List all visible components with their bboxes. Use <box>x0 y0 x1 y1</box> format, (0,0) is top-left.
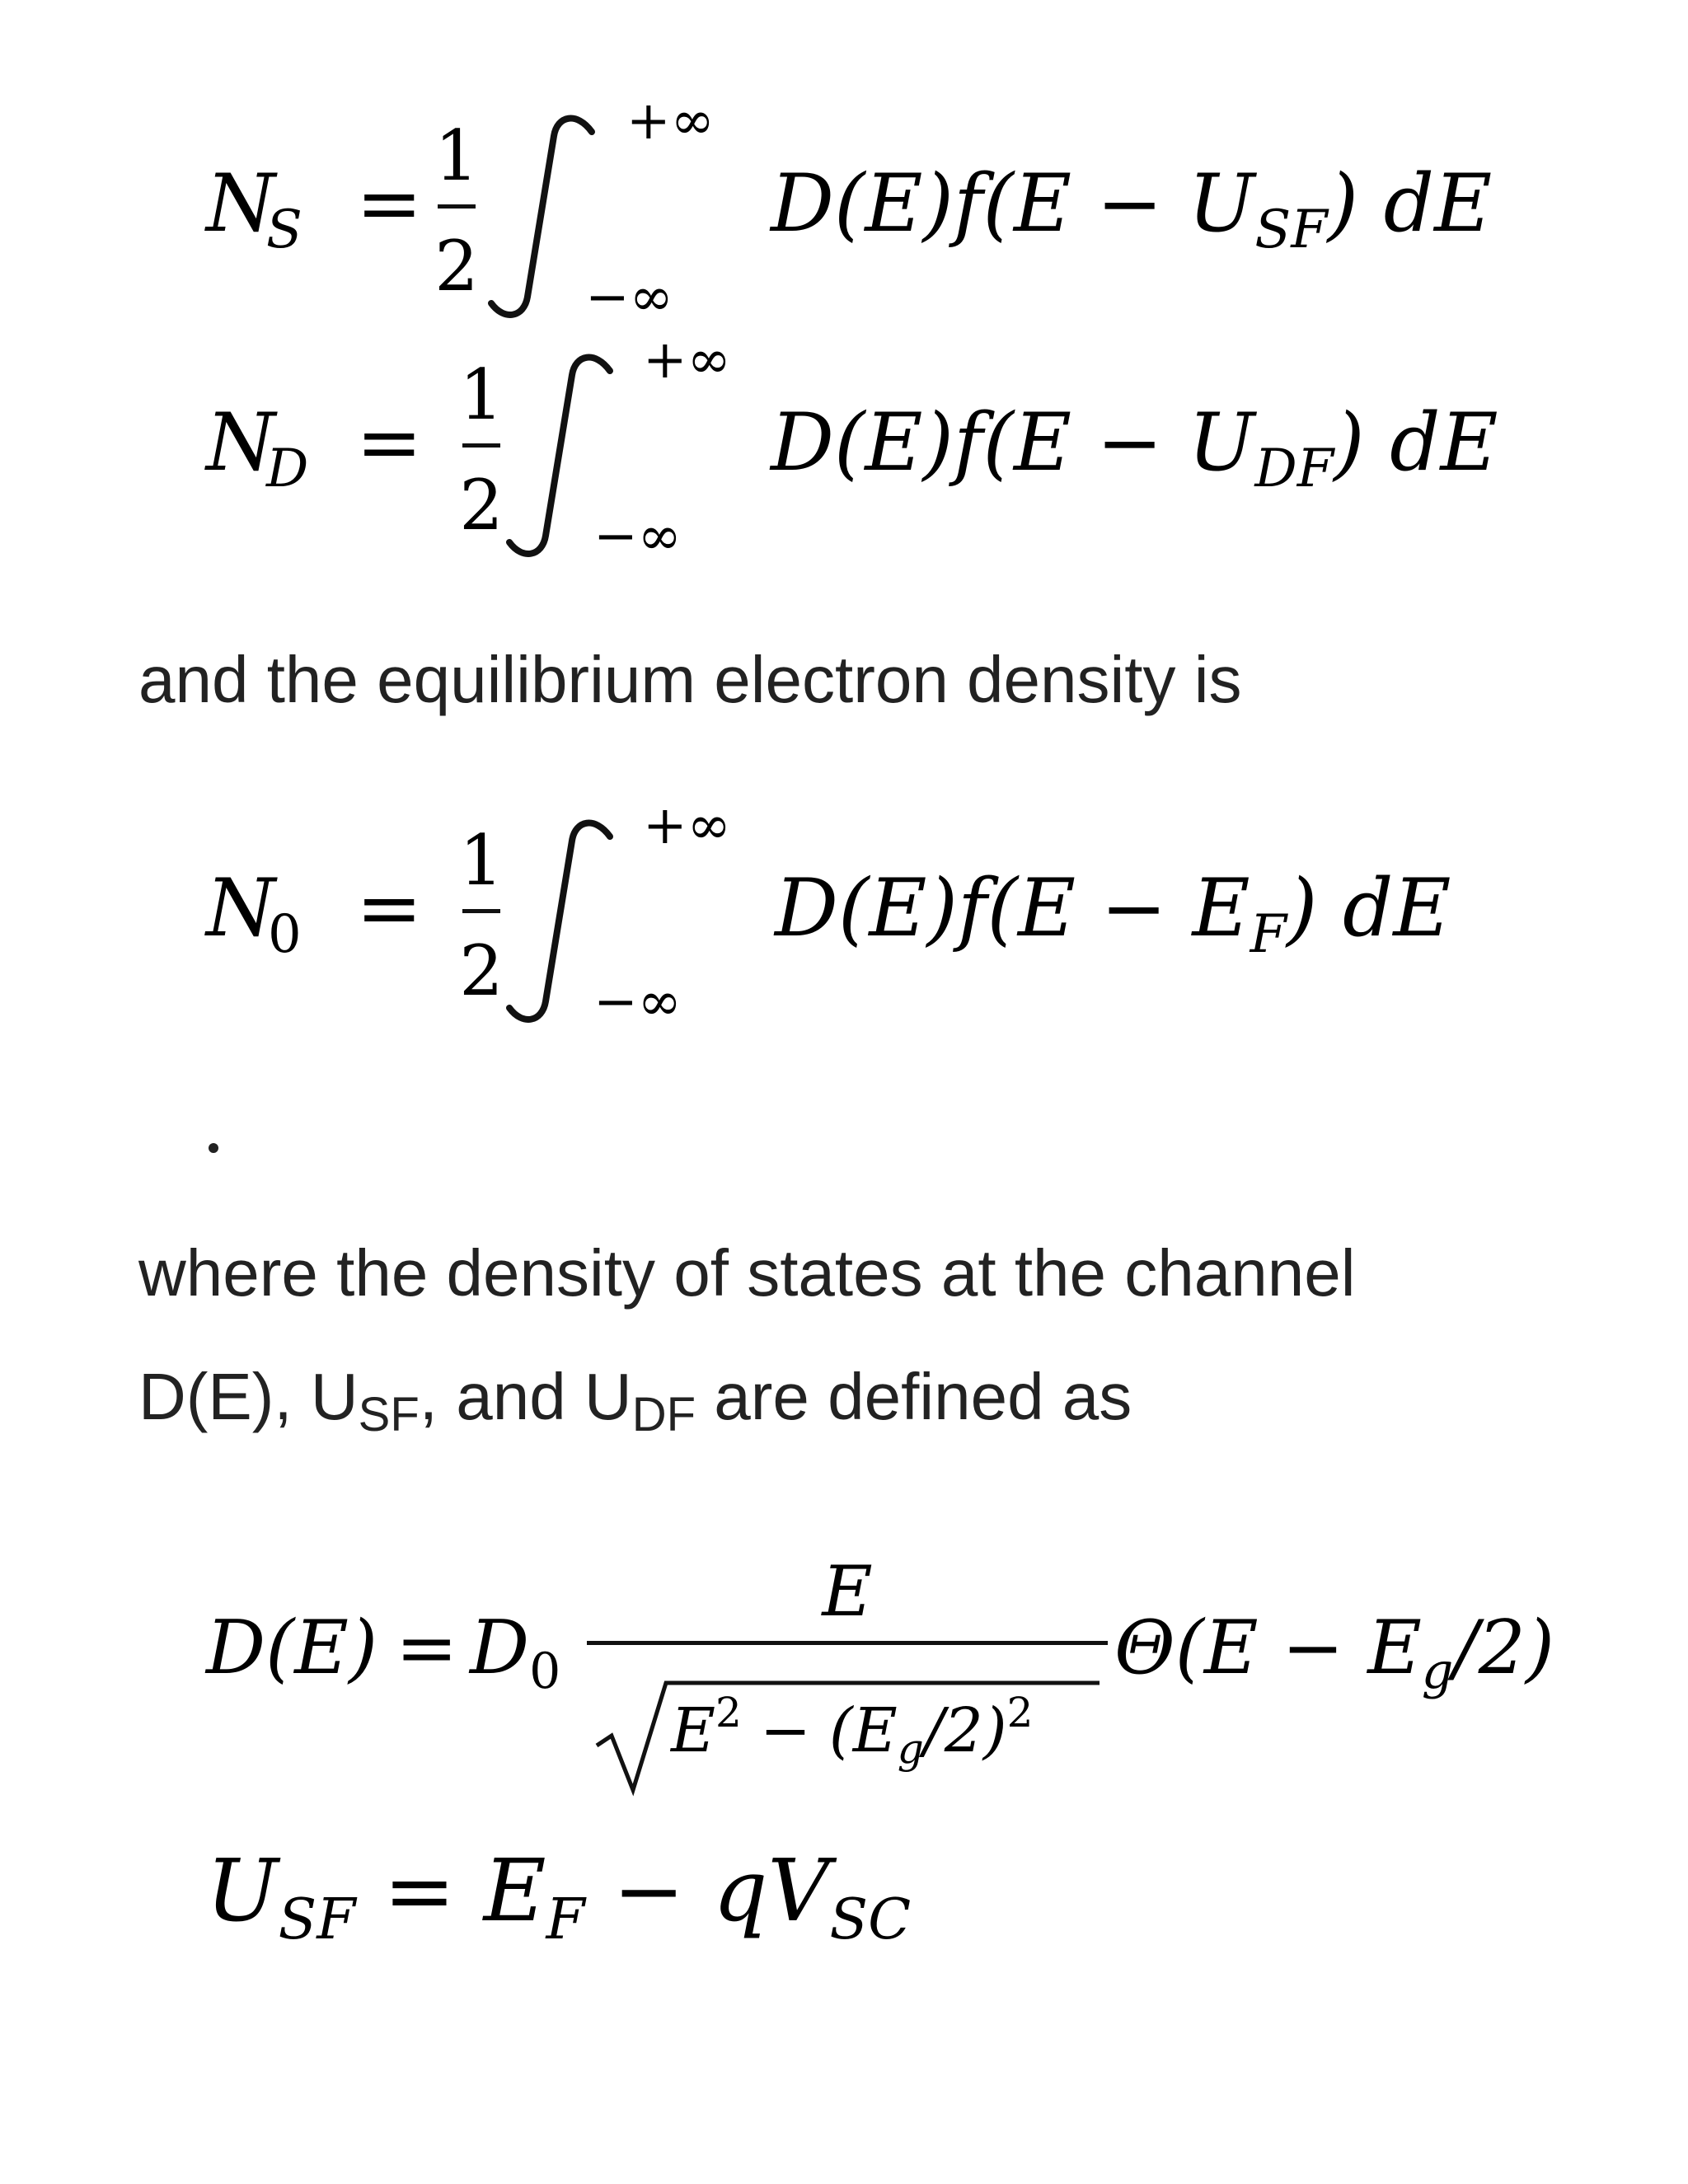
equation-de <box>0 1533 1688 1830</box>
paragraph-density-line1: where the density of states at the channel <box>138 1236 1356 1310</box>
de-frac-bar <box>587 1641 1108 1645</box>
n0-frac-num: 1 <box>459 820 504 901</box>
ns-lhs-sub: S <box>266 199 302 260</box>
paragraph-equilibrium: and the equilibrium electron density is <box>138 643 1242 716</box>
equation-ns <box>0 99 1688 346</box>
nd-integrand: $D(E)f(E - U_{DF})$ dE <box>771 396 1498 499</box>
ns-equals: = <box>356 157 423 250</box>
nd-frac-den: 2 <box>459 465 504 546</box>
equation-usf <box>0 1830 1688 1994</box>
nd-frac-bar <box>462 443 500 448</box>
de-theta: $\Theta(E - E_g/2)$ <box>1114 1605 1555 1700</box>
nd-int-lower: −∞ <box>593 506 682 567</box>
de-d0: $D_0$ <box>470 1605 561 1700</box>
n0-frac-bar <box>462 909 500 913</box>
ns-int-lower: −∞ <box>585 267 673 328</box>
equation-n0 <box>0 804 1688 1051</box>
nd-lhs-sub: D <box>266 438 309 499</box>
ns-integral-sign <box>491 119 592 315</box>
n0-equals: = <box>356 862 423 954</box>
ns-frac-bar <box>438 204 476 209</box>
ns-frac-den: 2 <box>434 226 479 307</box>
ns-integrand: $D(E)f(E - U_{SF})$ dE <box>771 157 1493 260</box>
nd-equals: = <box>356 396 423 489</box>
ns-int-upper: +∞ <box>626 99 715 152</box>
nd-lhs: N <box>206 396 275 489</box>
n0-lhs: N <box>206 862 275 954</box>
equation-nd <box>0 338 1688 585</box>
ns-lhs: N <box>206 157 275 250</box>
period-mark <box>209 1143 218 1153</box>
usf-expression: $U_{SF} = E_F - qV_{SC}$ <box>206 1840 912 1952</box>
ns-frac-num: 1 <box>434 115 479 196</box>
n0-frac-den: 2 <box>459 930 504 1011</box>
n0-int-upper: +∞ <box>643 804 731 856</box>
n0-integrand: $D(E)f(E - E_F)$ dE <box>775 862 1451 965</box>
nd-frac-num: 1 <box>459 354 504 435</box>
n0-lhs-sub: 0 <box>268 904 302 965</box>
de-lhs: D(E) <box>206 1605 378 1691</box>
de-frac-num: E <box>822 1551 873 1632</box>
nd-int-upper: +∞ <box>643 338 731 391</box>
de-equals: = <box>396 1605 458 1691</box>
de-denominator: $E^2 - (Eg/2)^2$ <box>671 1689 1034 1773</box>
n0-int-lower: −∞ <box>593 972 682 1033</box>
paragraph-density-line2: D(E), $U_{SF}$, and $U_{DF}$ are defined as <box>138 1360 1132 1441</box>
